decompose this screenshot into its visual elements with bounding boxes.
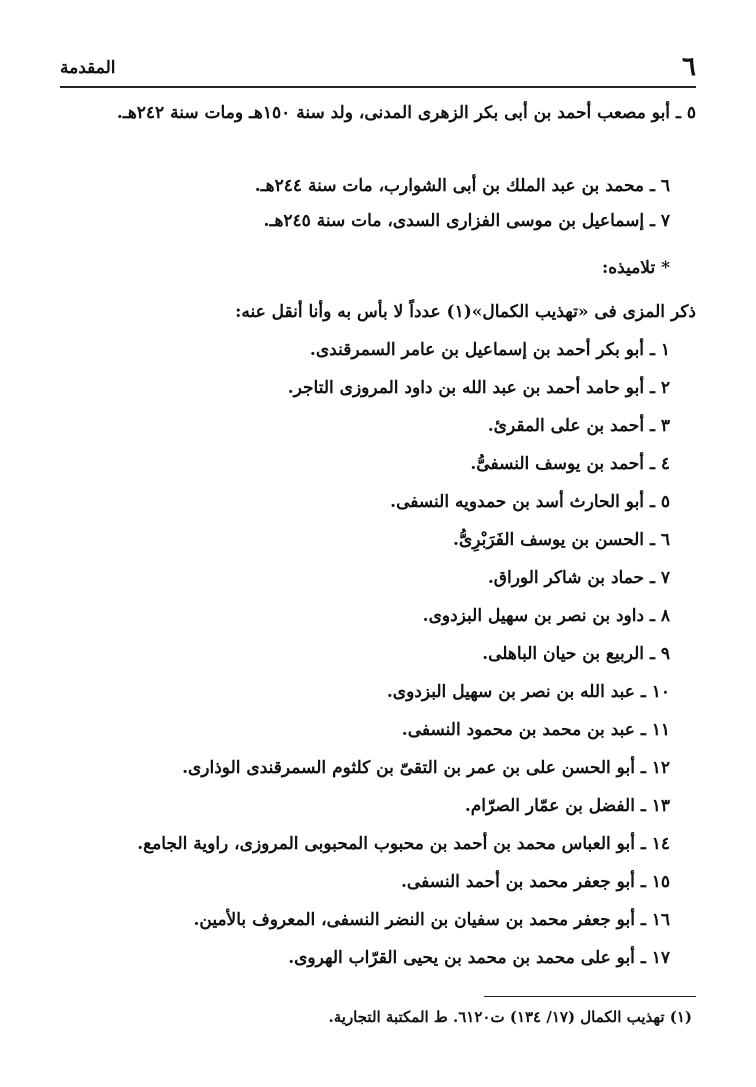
footnote: (١) تهذيب الكمال (١٧/ ١٣٤) ت٦١٢٠. ط المكتبة التجارية. [328, 1008, 692, 1026]
student-item: ١٢ ـ أبو الحسن على بن عمر بن التقىّ بن كلثوم السمرقندى الوذارى. [182, 758, 670, 778]
student-item: ٧ ـ حماد بن شاكر الوراق. [487, 568, 670, 588]
student-item: ١٥ ـ أبو جعفر محمد بن أحمد النسفى. [401, 872, 670, 892]
student-item: ١٦ ـ أبو جعفر محمد بن سفيان بن النضر النسفى، المعروف بالأمين. [193, 910, 670, 930]
running-title: المقدمة [60, 58, 116, 78]
student-item: ٣ ـ أحمد بن على المقرئ. [487, 416, 670, 436]
student-item: ١٣ ـ الفضل بن عمّار الصرّام. [464, 796, 670, 816]
section-heading: * تلاميذه: [601, 258, 670, 278]
student-item: ١ ـ أبو بكر أحمد بن إسماعيل بن عامر السمرقندى. [309, 340, 670, 360]
teacher-item: ٧ ـ إسماعيل بن موسى الفزارى السدى، مات سنة ٢٤٥هـ. [263, 211, 670, 231]
student-item: ٤ ـ أحمد بن يوسف النسفىُّ. [470, 454, 670, 474]
footnote-rule [484, 996, 696, 997]
header-rule [60, 86, 696, 88]
teacher-item: ٥ ـ أبو مصعب أحمد بن أبى بكر الزهرى المدنى، ولد سنة ١٥٠هـ ومات سنة ٢٤٢هـ. [116, 103, 696, 123]
student-item: ٢ ـ أبو حامد أحمد بن عبد الله بن داود المروزى التاجر. [287, 378, 670, 398]
student-item: ١٠ ـ عبد الله بن نصر بن سهيل البزدوى. [386, 682, 670, 702]
student-item: ٦ ـ الحسن بن يوسف الفَرَبْرِىُّ. [453, 530, 670, 550]
intro-paragraph: ذكر المزى فى «تهذيب الكمال»(١) عدداً لا بأس به وأنا أنقل عنه: [235, 302, 696, 322]
student-item: ١١ ـ عبد بن محمد بن محمود النسفى. [401, 720, 670, 740]
page-header [60, 52, 696, 82]
student-item: ١٧ ـ أبو على محمد بن محمد بن يحيى القرّاب الهروى. [288, 948, 670, 968]
student-item: ٩ ـ الربيع بن حيان الباهلى. [482, 644, 670, 664]
student-item: ١٤ ـ أبو العباس محمد بن أحمد بن محبوب المحبوبى المروزى، راوية الجامع. [137, 834, 670, 854]
student-item: ٨ ـ داود بن نصر بن سهيل البزدوى. [422, 606, 670, 626]
student-item: ٥ ـ أبو الحارث أسد بن حمدويه النسفى. [390, 492, 670, 512]
page-number: ٦ [682, 52, 696, 82]
teacher-item: ٦ ـ محمد بن عبد الملك بن أبى الشوارب، مات سنة ٢٤٤هـ. [254, 176, 670, 196]
